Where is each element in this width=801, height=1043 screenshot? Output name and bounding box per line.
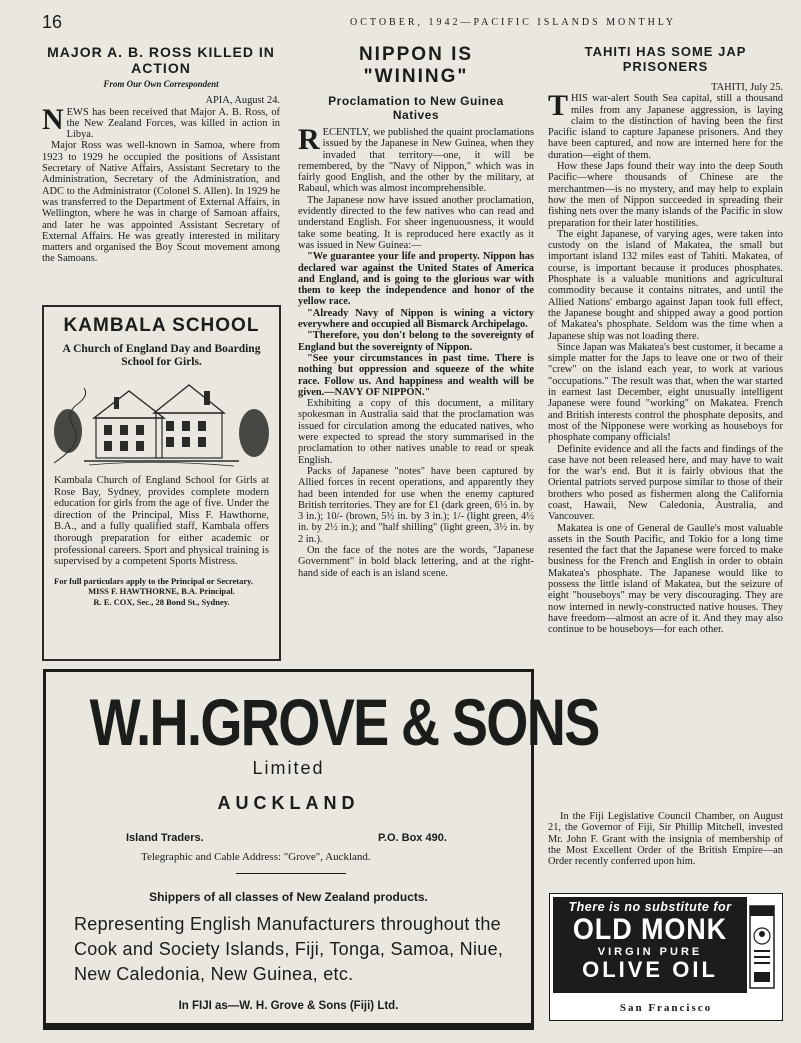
olive-oil-can-illustration [748, 902, 776, 990]
tahiti-paragraph: Since Japan was Makatea's best customer, it became a simple matter for the Japs to leave one or two of their "crew" on the island each year, to work at various "occupations." The result was that, when the war started in earnest last December, eight unusually intelligent Japanese were found "working" on Makatea. French and British interests control the phosphate deposits, and most of the Nipponese were working as houseboys for phosphate company officials! [548, 341, 783, 444]
nippon-paragraph: "Therefore, you don't belong to the sovereignty of England but the sovereignty of Nippon. [298, 330, 534, 353]
tahiti-paragraph: THIS war-alert South Sea capital, still a thousand miles from any Japanese aggression, is laying claim to the distinction of having been the first Pacific island to capture Japanese prisoners. And they have been captured, and now are interned here for the duration—eight of them. [548, 89, 783, 161]
running-head: OCTOBER, 1942—PACIFIC ISLANDS MONTHLY [350, 17, 677, 28]
ad-kambala-school [42, 305, 281, 661]
school-footer-apply: For full particulars apply to the Principal or Secretary. [54, 575, 254, 586]
nippon-headline: NIPPON IS "WINING" [358, 44, 474, 87]
ross-dateline: APIA, August 24. [205, 95, 280, 107]
old-monk-tagline: There is no substitute for [568, 900, 732, 914]
old-monk-brand: OLD MONK [572, 913, 728, 946]
nippon-paragraph: RECENTLY, we published the quaint proclamations issued by the Japanese in New Guinea, when they invaded that territory—one, it will be remembered, by the "Navy of Nippon," which was in fairly good English, and the other by the military, at Rabaul, which was almost incomprehensible. [298, 123, 534, 195]
ross-headline: MAJOR A. B. ROSS KILLED IN ACTION [47, 44, 275, 76]
ross-paragraph: Major Ross was well-known in Samoa, where from 1923 to 1929 he occupied the positions of Assistant Secretary of Native Affairs, Assistant Secretary to the Administration, Secretary of the Administration, and ADC to the Administrator (Colonel S. Allen). In 1929 he was transferred to the Department of External Affairs, in Wellington, where he was in charge of Samoan affairs, and later he was appointed Assistant Secretary of External Affairs. He was greatly interested in military matters and organised the Boy Scout movement among the Samoans. [42, 140, 280, 265]
article-tahiti [548, 44, 783, 636]
nippon-paragraph: Exhibiting a copy of this document, a military spokesman in Australia said that the proclamation was issued for circulation among the educated natives, who were expected to spread the story summarised in the proclamation to other natives unable to read or speak English. [298, 398, 534, 466]
article-fiji [548, 811, 783, 867]
nippon-paragraph: "Already Navy of Nippon is wining a victory everywhere and occupied all Bismarck Archipelago. [298, 307, 534, 331]
nippon-paragraph: "See your circumstances in past time. There is nothing but oppression and squeeze of the white race. Follow us. And happiness and wealth will be given.—NAVY OF NIPPON." [298, 352, 534, 398]
school-footer-principal: MISS F. HAWTHORNE, B.A. Principal. [88, 586, 235, 597]
article-nippon [298, 44, 534, 579]
old-monk-product: OLIVE OIL [582, 957, 718, 982]
nippon-paragraph: The Japanese now have issued another proclamation, evidently directed to the few natives who can read and understand English. For sheer ingenuousness, it would take some beating. It is reproduced here exactly as it was issued in New Guinea:— [298, 194, 534, 251]
grove-representing: Representing English Manufacturers throughout the Cook and Society Islands, Fiji, Tonga, Samoa, Niue, New Caledonia, New Guinea, etc. [74, 914, 504, 984]
school-subtitle: A Church of England Day and Boarding School for Girls. [62, 343, 261, 368]
ad-old-monk [549, 893, 783, 1021]
tahiti-dateline: TAHITI, July 25. [711, 82, 783, 93]
ross-byline: From Our Own Correspondent [103, 79, 219, 89]
ross-dropcap: N [42, 102, 64, 136]
old-monk-city: San Francisco [619, 1002, 713, 1014]
grove-traders: Island Traders. [126, 832, 204, 844]
grove-fiji: In FIJI as—W. H. Grove & Sons (Fiji) Ltd. [178, 1000, 399, 1012]
grove-shippers: Shippers of all classes of New Zealand products. [149, 890, 428, 904]
nippon-dropcap: R [298, 123, 320, 156]
ross-paragraph: NEWS has been received that Major A. B. Ross, of the New Zealand Forces, was killed in action in Libya. [42, 102, 280, 141]
ad-grove-sons [43, 669, 599, 1026]
nippon-body [298, 123, 534, 579]
school-footer [54, 576, 269, 608]
tahiti-dropcap: T [548, 89, 569, 123]
nippon-subhead: Proclamation to New Guinea Natives [328, 94, 504, 122]
grove-city: AUCKLAND [217, 793, 360, 813]
article-ross [42, 44, 280, 265]
old-monk-band [553, 897, 747, 993]
fiji-paragraph: In the Fiji Legislative Council Chamber, on August 21, the Governor of Fiji, Sir Phillip Mitchell, invested Mr. John F. Grant with the insignia of membership of the Most Excellent Order of the British Empire—an Order recently conferred upon him. [548, 811, 783, 868]
nippon-paragraph: Packs of Japanese "notes" have been captured by Allied forces in recent operations, and apparently they had been intended for use when the enemy captured British territories. They are for £1 (dark green, 6½ in. by 3 in.); 10/- (brown, 5½ in. by 3 in.); 1/- (light green, 4½ in. by 2½ in.); and "half shilling" (light green, 3½ in. by 2 in.). [298, 465, 534, 545]
school-body: Kambala Church of England School for Girls at Rose Bay, Sydney, provides complete modern education for girls from the age of five. Under the direction of the Principal, Miss F. Hawthorne, B.A., and a fully qualified staff, Kambala offers thorough preparation for either academic or professional careers. Sport and physical training is supervised by a competent Sports Mistress. [54, 475, 269, 568]
page-number: 16 [42, 12, 63, 32]
old-monk-virgin: VIRGIN PURE [597, 946, 703, 958]
grove-divider [236, 873, 346, 874]
tahiti-paragraph: Makatea is one of General de Gaulle's most valuable assets in the South Pacific, and Tokio for a long time resented the fact that the Japanese were forced to make business for the French and English in order to obtain Makatea's phosphate. The Japanese would like to possess the little island of Makatea, but the seizure of eight "houseboys" may be very discouraging. They are now interned in newly-constructed native houses. They have freedom—almost an acre of it. And they may also continue to be houseboys—for each other. [548, 522, 783, 636]
grove-name: W.H.GROVE & SONS [89, 685, 599, 759]
grove-limited: Limited [252, 758, 325, 778]
grove-po-box: P.O. Box 490. [378, 832, 447, 844]
tahiti-paragraph: The eight Japanese, of varying ages, were taken into custody on the island of Makatea, the small but important island 132 miles east of Tahiti. Makatea, of course, is important because it produces phosphates. Phosphate is a valuable munitions and agricultural commodity because it contains nitrates, and until the Allied Nations' embargo against Japan took full effect, the Japanese bought and shipped away a good portion of Makatea's phosphate. Seldom was the time when a Japanese ship was not loading there. [548, 228, 783, 342]
school-footer-secretary: R. E. COX, Sec., 28 Bond St., Sydney. [93, 596, 230, 607]
school-building-illustration [54, 373, 269, 471]
tahiti-paragraph: Definite evidence and all the facts and findings of the case have not been released here, and may have to wait for the war's end. But it is fairly obvious that the Oriental patriots served purpose similar to those of their brothers who posed as fishermen along the California coast, Hawaii, New Caledonia, Australia, and Vancouver. [548, 443, 783, 523]
tahiti-headline: TAHITI HAS SOME JAP PRISONERS [584, 44, 747, 74]
school-title: KAMBALA SCHOOL [63, 315, 260, 336]
grove-telegraphic: Telegraphic and Cable Address: "Grove", Auckland. [141, 851, 371, 863]
tahiti-paragraph: How these Japs found their way into the deep South Pacific—where thousands of Chinese are the merchantmen—is no mystery, and may help to explain how the men of Nippon succeeded in spreading their fishing nets over the many islands of the Pacific in slow preparation for their later hostilities. [548, 161, 783, 229]
nippon-paragraph: On the face of the notes are the words, "Japanese Government" in bold black lettering, and at the right-hand side of each is an island scene. [298, 544, 534, 579]
nippon-paragraph: "We guarantee your life and property. Nippon has declared war against the United States of America and England, and is going to the glorious war with them to keep the independence and honor of the yellow race. [298, 251, 534, 308]
